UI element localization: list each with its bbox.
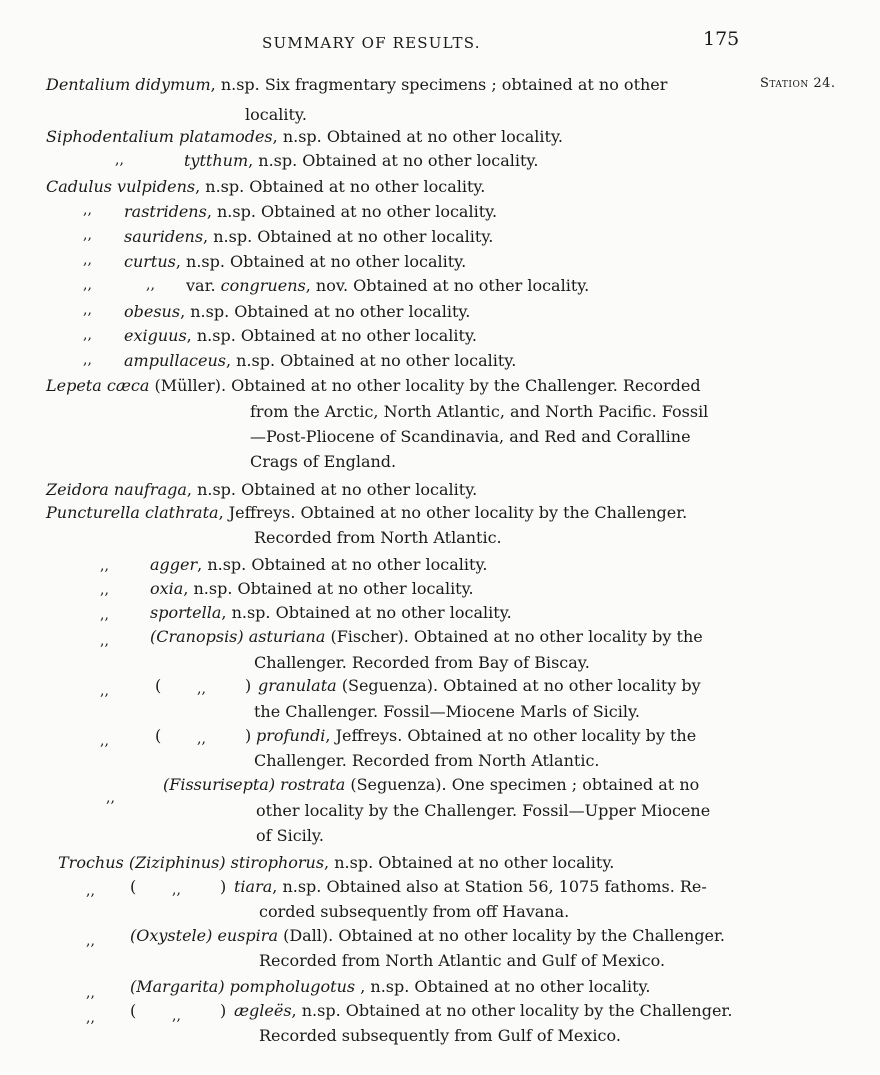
entry-granulata	[258, 673, 701, 698]
entry-text: , Jeffreys. Obtained at no other locality by the Challenger.	[218, 503, 688, 522]
running-header: SUMMARY OF RESULTS.	[262, 34, 481, 52]
var-prefix: var.	[186, 276, 221, 295]
ditto-mark: ,,	[86, 933, 95, 949]
paren-close: )	[245, 676, 252, 695]
paren-close: )	[220, 877, 227, 896]
species-name: (Cranopsis) asturiana	[150, 627, 326, 646]
ditto-mark: ,,	[146, 277, 155, 293]
entry-text: , n.sp. Obtained also at Station 56, 1075 fathoms. Re-	[272, 877, 707, 896]
paren-open: (	[155, 676, 162, 695]
entry-continuation: Challenger. Recorded from North Atlantic.	[254, 751, 600, 770]
entry-continuation: corded subsequently from off Havana.	[259, 902, 570, 921]
paren-open: (	[130, 877, 137, 896]
entry-lepeta-caeca	[46, 373, 701, 398]
species-name: granulata	[258, 676, 337, 695]
entry-text: , n.sp. Obtained at no other locality.	[225, 351, 517, 370]
species-name: sauridens	[124, 227, 204, 246]
entry-continuation: the Challenger. Fossil—Miocene Marls of Sicily.	[254, 702, 640, 721]
entry-oxia	[150, 576, 474, 601]
entry-obesus	[124, 299, 470, 324]
entry-sauridens	[124, 224, 493, 249]
paren-open: (	[130, 1001, 137, 1020]
entry-exiguus	[124, 323, 477, 348]
species-name: rastridens	[124, 202, 207, 221]
species-name: Cadulus vulpidens	[46, 177, 196, 196]
page-number: 175	[703, 28, 740, 50]
entry-profundi	[256, 723, 696, 748]
ditto-mark: ,,	[83, 227, 92, 243]
entry-text: (Fischer). Obtained at no other locality by the	[325, 627, 703, 646]
entry-text: , n.sp. Obtained at no other locality.	[355, 977, 651, 996]
entry-text: , n.sp. Obtained at no other locality.	[197, 555, 488, 574]
ditto-mark: ,,	[83, 352, 92, 368]
entry-puncturella-clathrata	[46, 500, 687, 525]
entry-text: , n.sp. Obtained at no other locality by the Challenger.	[291, 1001, 733, 1020]
entry-text: , n.sp. Obtained at no other locality.	[248, 151, 539, 170]
entry-tiara	[234, 874, 707, 899]
entry-continuation: locality.	[245, 105, 307, 124]
ditto-mark: ,,	[172, 1008, 181, 1024]
entry-continuation: other locality by the Challenger. Fossil—Upper Miocene	[256, 801, 711, 820]
entry-text: , n.sp. Obtained at no other locality.	[186, 480, 478, 499]
entry-rastridens	[124, 199, 497, 224]
species-name: curtus	[124, 252, 176, 271]
entry-margarita-pompholugotus	[130, 974, 651, 999]
ditto-mark: ,,	[100, 683, 109, 699]
species-name: (Margarita) pompholugotus	[130, 977, 356, 996]
entry-text: , n.sp. Obtained at no other locality.	[221, 603, 512, 622]
species-name: Puncturella clathrata	[46, 503, 219, 522]
species-name: ægleës	[234, 1001, 292, 1020]
entry-text: , n.sp. Obtained at no other locality.	[203, 227, 494, 246]
entry-text: , n.sp. Obtained at no other locality.	[180, 302, 471, 321]
entry-text: (Seguenza). Obtained at no other locality by	[336, 676, 701, 695]
species-name: Lepeta cæca	[46, 376, 150, 395]
entry-ampullaceus	[124, 348, 516, 373]
paren-open: (	[155, 726, 162, 745]
ditto-mark: ,,	[86, 883, 95, 899]
entry-text: , n.sp. Obtained at no other locality.	[183, 579, 474, 598]
entry-text: , n.sp. Obtained at no other locality.	[272, 127, 563, 146]
entry-text: , n.sp. Six fragmentary specimens ; obtained at no other	[210, 75, 668, 94]
ditto-mark: ,,	[100, 558, 109, 574]
entry-text: , n.sp. Obtained at no other locality.	[206, 202, 498, 221]
entry-tytthum	[184, 148, 538, 173]
species-name: profundi	[256, 726, 326, 745]
paren-close: )	[245, 726, 252, 745]
entry-agger	[150, 552, 487, 577]
ditto-mark: ,,	[86, 1010, 95, 1026]
species-name: Dentalium didymum	[46, 75, 211, 94]
species-name: tiara	[234, 877, 273, 896]
ditto-mark: ,,	[115, 152, 124, 168]
entry-continuation: Recorded from North Atlantic.	[254, 528, 502, 547]
paren-close: )	[220, 1001, 227, 1020]
species-name: obesus	[124, 302, 181, 321]
species-name: Siphodentalium platamodes	[46, 127, 273, 146]
ditto-mark: ,,	[100, 633, 109, 649]
entry-continuation: Recorded from North Atlantic and Gulf of Mexico.	[259, 951, 666, 970]
ditto-mark: ,,	[83, 327, 92, 343]
entry-trochus-stirophorus	[58, 850, 614, 875]
ditto-mark: ,,	[197, 681, 206, 697]
ditto-mark: ,,	[83, 202, 92, 218]
species-name: (Oxystele) euspira	[130, 926, 278, 945]
entry-continuation: of Sicily.	[256, 826, 324, 845]
entry-text: , n.sp. Obtained at no other locality.	[175, 252, 467, 271]
entry-var-congruens	[186, 273, 589, 298]
entry-text: , n.sp. Obtained at no other locality.	[324, 853, 615, 872]
entry-text: (Seguenza). One specimen ; obtained at no	[345, 775, 700, 794]
entry-cadulus-vulpidens	[46, 174, 485, 199]
entry-sportella	[150, 600, 512, 625]
ditto-mark: ,,	[83, 302, 92, 318]
entry-continuation: Recorded subsequently from Gulf of Mexico.	[259, 1026, 621, 1045]
entry-oxystele-euspira	[130, 923, 725, 948]
ditto-mark: ,,	[100, 733, 109, 749]
ditto-mark: ,,	[83, 252, 92, 268]
species-name: agger	[150, 555, 198, 574]
species-name: sportella	[150, 603, 222, 622]
ditto-mark: ,,	[100, 582, 109, 598]
species-name: ampullaceus	[124, 351, 226, 370]
entry-text: , Jeffreys. Obtained at no other locality by the	[325, 726, 697, 745]
entry-aeglees	[234, 998, 732, 1023]
entry-continuation: Challenger. Recorded from Bay of Biscay.	[254, 653, 590, 672]
entry-zeidora-naufraga	[46, 477, 477, 502]
ditto-mark: ,,	[172, 882, 181, 898]
entry-continuation: —Post-Pliocene of Scandinavia, and Red and Coralline	[250, 427, 691, 446]
entry-fissurisepta-rostrata	[163, 772, 699, 797]
entry-text: (Dall). Obtained at no other locality by the Challenger.	[277, 926, 725, 945]
ditto-mark: ,,	[86, 985, 95, 1001]
species-name: (Fissurisepta) rostrata	[163, 775, 346, 794]
entry-text: , n.sp. Obtained at no other locality.	[195, 177, 486, 196]
entry-text: , nov. Obtained at no other locality.	[305, 276, 590, 295]
entry-siphodentalium-platamodes	[46, 124, 563, 149]
species-name: Trochus (Ziziphinus) stirophorus	[58, 853, 325, 872]
species-name: congruens	[220, 276, 306, 295]
ditto-mark: ,,	[106, 790, 115, 806]
ditto-mark: ,,	[100, 607, 109, 623]
entry-dentalium-didymum	[46, 72, 667, 97]
species-name: exiguus	[124, 326, 187, 345]
species-name: Zeidora naufraga	[46, 480, 187, 499]
ditto-mark: ,,	[83, 277, 92, 293]
species-name: oxia	[150, 579, 184, 598]
entry-text: , n.sp. Obtained at no other locality.	[186, 326, 477, 345]
ditto-mark: ,,	[197, 731, 206, 747]
entry-continuation: Crags of England.	[250, 452, 397, 471]
entry-continuation: from the Arctic, North Atlantic, and North Pacific. Fossil	[250, 402, 709, 421]
station-label: Station 24.	[760, 76, 836, 91]
entry-text: (Müller). Obtained at no other locality by the Challenger. Recorded	[149, 376, 701, 395]
entry-cranopsis-asturiana	[150, 624, 703, 649]
entry-curtus	[124, 249, 466, 274]
species-name: tytthum	[184, 151, 249, 170]
